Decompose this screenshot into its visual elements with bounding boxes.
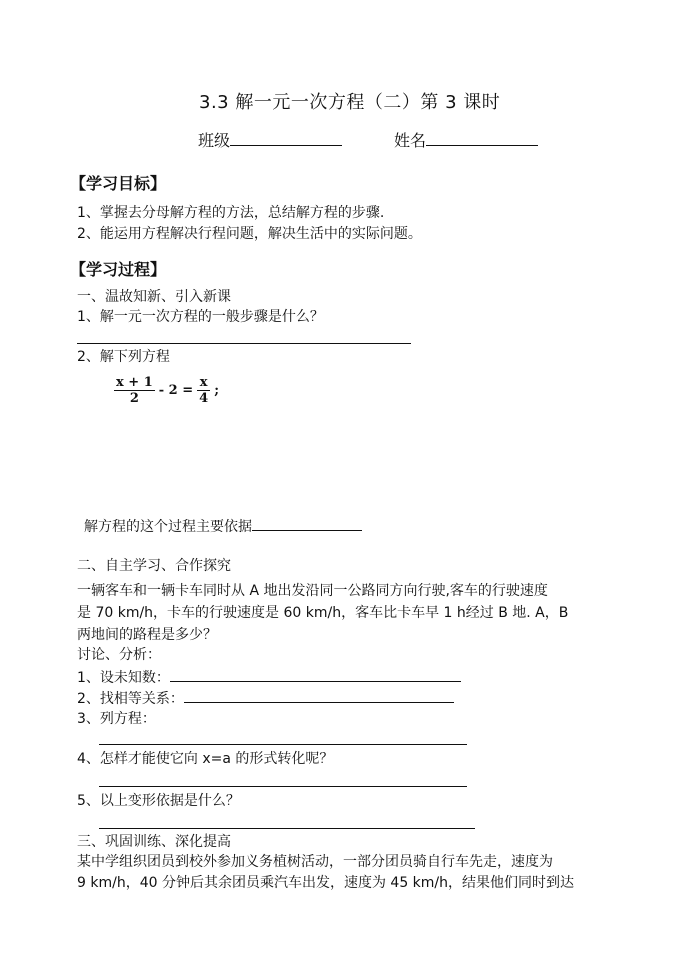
exercise-text: 9 km/h，40 分钟后其余团员乘汽车出发，速度为 45 km/h，结果他们同时到达 (77, 875, 575, 891)
fraction-left (114, 375, 155, 406)
goal-item: 1、掌握去分母解方程的方法，总结解方程的步骤. (77, 205, 385, 221)
part1-q1: 1、解一元一次方程的一般步骤是什么？ (77, 309, 324, 325)
step-4: 4、怎样才能使它向 x=a 的形式转化呢？ (77, 751, 334, 767)
part1-q2: 2、解下列方程 (77, 349, 170, 365)
fraction-denominator: 4 (199, 391, 209, 406)
process-heading: 【学习过程】 (70, 260, 167, 279)
equation-end: ; (214, 383, 219, 398)
basis-label: 解方程的这个过程主要依据 (84, 519, 252, 535)
equation (114, 375, 219, 406)
discuss-label: 讨论、分析： (77, 647, 161, 663)
goals-heading: 【学习目标】 (70, 174, 167, 193)
class-label: 班级 (198, 131, 231, 150)
problem-text: 一辆客车和一辆卡车同时从 A 地出发沿同一公路同方向行驶,客车的行驶速度 (77, 583, 548, 599)
fraction-right (197, 375, 210, 406)
step-blank[interactable] (170, 667, 461, 682)
fraction-numerator: x + 1 (116, 375, 153, 390)
step-label: 1、设未知数： (77, 670, 170, 686)
basis-field (84, 516, 362, 536)
answer-line[interactable] (99, 828, 475, 829)
equation-middle: - 2 = (158, 383, 194, 398)
answer-line[interactable] (77, 343, 411, 344)
name-field (394, 131, 538, 150)
answer-line[interactable] (99, 786, 467, 787)
step-label: 2、找相等关系： (77, 691, 184, 707)
part2-title: 二、自主学习、合作探究 (77, 558, 231, 574)
class-field (198, 131, 342, 150)
problem-text: 两地间的路程是多少？ (77, 627, 217, 643)
class-blank[interactable] (230, 131, 342, 146)
step-5: 5、以上变形依据是什么？ (77, 793, 240, 809)
part3-title: 三、巩固训练、深化提高 (77, 834, 231, 850)
step-blank[interactable] (184, 688, 454, 703)
step-1 (77, 667, 461, 687)
name-label: 姓名 (394, 131, 427, 150)
exercise-text: 某中学组织团员到校外参加义务植树活动，一部分团员骑自行车先走，速度为 (77, 854, 553, 870)
goal-item: 2、能运用方程解决行程问题，解决生活中的实际问题。 (77, 226, 422, 242)
step-2 (77, 688, 454, 708)
page-title: 3.3 解一元一次方程（二）第 3 课时 (199, 92, 501, 113)
answer-line[interactable] (99, 744, 467, 745)
part1-title: 一、温故知新、引入新课 (77, 289, 231, 305)
step-3: 3、列方程： (77, 711, 156, 727)
problem-text: 是 70 km/h，卡车的行驶速度是 60 km/h，客车比卡车早 1 h经过 B 地. A，B (77, 605, 569, 621)
basis-blank[interactable] (252, 516, 362, 531)
fraction-numerator: x (199, 375, 208, 390)
name-blank[interactable] (426, 131, 538, 146)
fraction-denominator: 2 (129, 391, 139, 406)
